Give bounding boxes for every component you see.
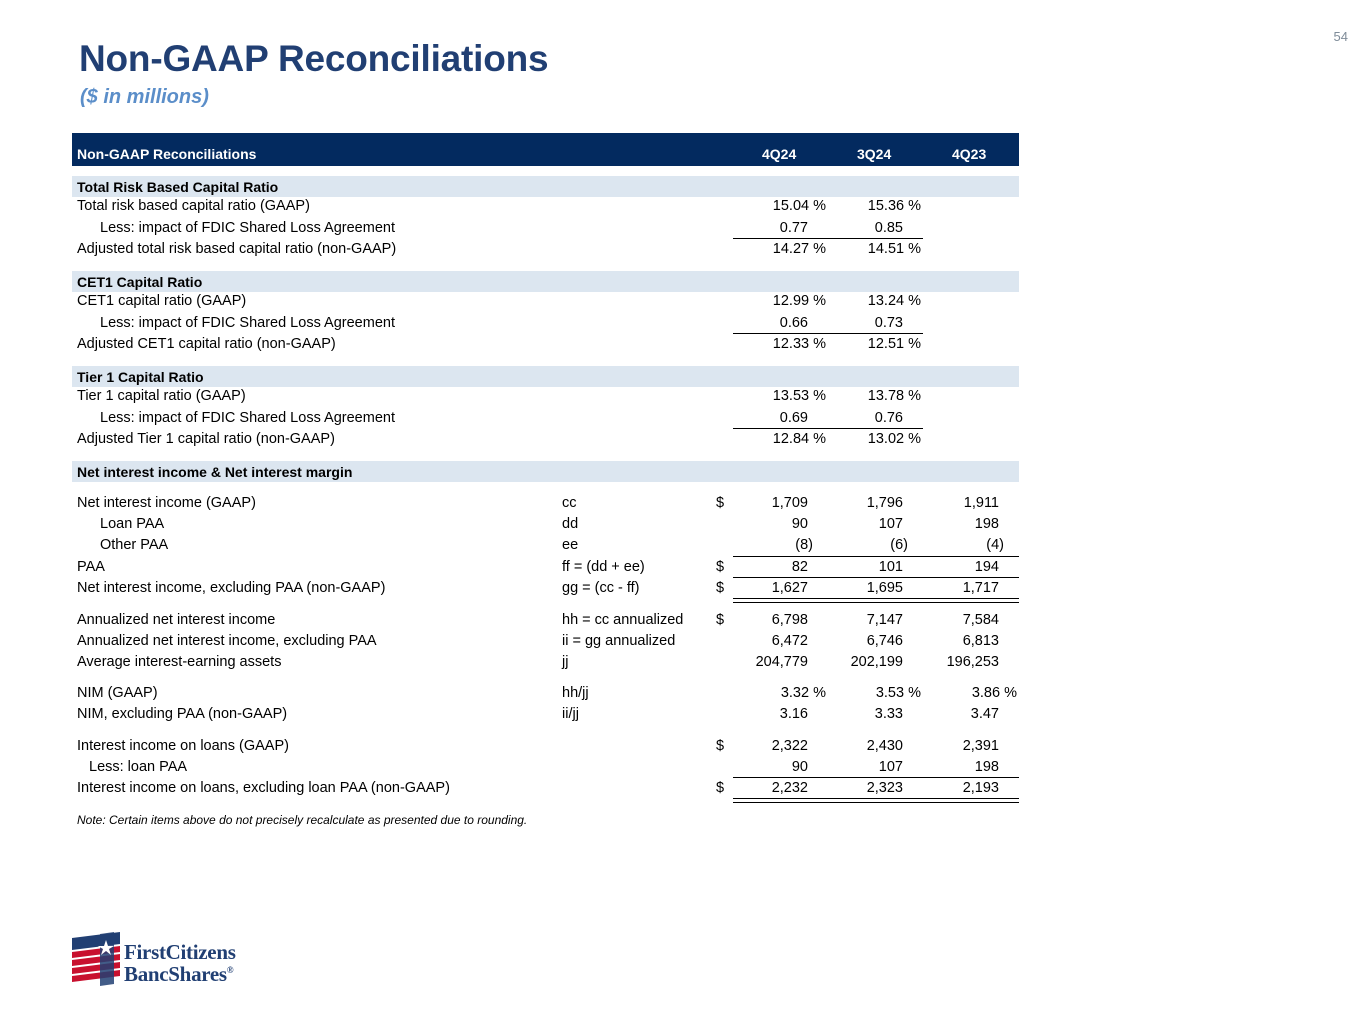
table-row: Adjusted total risk based capital ratio (non-GAAP) 14.27 % 14.51 % <box>77 241 921 257</box>
table-row: Adjusted Tier 1 capital ratio (non-GAAP) 12.84 % 13.02 % <box>77 431 921 447</box>
header-label: Non-GAAP Reconciliations <box>77 146 257 162</box>
section-header: Tier 1 Capital Ratio <box>72 366 1019 387</box>
table-row: Less: impact of FDIC Shared Loss Agreement 0.77 0.85 <box>100 220 903 236</box>
table-row: Adjusted CET1 capital ratio (non-GAAP) 12.33 % 12.51 % <box>77 336 921 352</box>
table-row: Net interest income (GAAP) cc $ 1,709 1,796 1,911 <box>77 495 999 511</box>
page-number: 54 <box>1333 29 1348 44</box>
page-title: Non-GAAP Reconciliations <box>79 38 549 79</box>
table-row: Annualized net interest income hh = cc annualized $ 6,798 7,147 7,584 <box>77 612 999 628</box>
section-header: Net interest income & Net interest margin <box>72 461 1019 482</box>
page-subtitle: ($ in millions) <box>80 86 209 108</box>
section-header: Total Risk Based Capital Ratio <box>72 176 1019 197</box>
table-row: Interest income on loans, excluding loan PAA (non-GAAP) $ 2,232 2,323 2,193 <box>77 780 999 796</box>
table-row: CET1 capital ratio (GAAP) 12.99 % 13.24 % <box>77 293 921 309</box>
total-double-rule <box>733 798 1019 803</box>
table-row: NIM (GAAP) hh/jj 3.32 % 3.53 % 3.86 % <box>77 685 1017 701</box>
header-col-4q24: 4Q24 <box>762 146 797 162</box>
logo-text-line2: BancShares® <box>124 962 234 986</box>
table-row: NIM, excluding PAA (non-GAAP) ii/jj 3.16 3.33 3.47 <box>77 706 999 722</box>
table-row: Total risk based capital ratio (GAAP) 15.04 % 15.36 % <box>77 198 921 214</box>
table-row: Less: loan PAA 90 107 198 <box>89 759 999 775</box>
table-row: PAA ff = (dd + ee) $ 82 101 194 <box>77 559 999 575</box>
footnote: Note: Certain items above do not precisely recalculate as presented due to rounding. <box>77 813 528 827</box>
table-row: Less: impact of FDIC Shared Loss Agreement 0.69 0.76 <box>100 410 903 426</box>
section-header: CET1 Capital Ratio <box>72 271 1019 292</box>
logo-text-line1: FirstCitizens <box>124 940 236 964</box>
table-row: Tier 1 capital ratio (GAAP) 13.53 % 13.78 % <box>77 388 921 404</box>
table-row: Loan PAA dd 90 107 198 <box>100 516 999 532</box>
table-row: Annualized net interest income, excluding PAA ii = gg annualized 6,472 6,746 6,813 <box>77 633 999 649</box>
company-logo <box>70 930 270 988</box>
table-row: Interest income on loans (GAAP) $ 2,322 2,430 2,391 <box>77 738 999 754</box>
table-row: Less: impact of FDIC Shared Loss Agreement 0.66 0.73 <box>100 315 903 331</box>
table-row: Other PAA ee (8) (6) (4) <box>100 537 1004 553</box>
header-col-3q24: 3Q24 <box>857 146 892 162</box>
table-row: Net interest income, excluding PAA (non-GAAP) gg = (cc - ff) $ 1,627 1,695 1,717 <box>77 580 999 596</box>
header-col-4q23: 4Q23 <box>952 146 987 162</box>
table-header <box>72 133 1019 166</box>
flag-logo-icon <box>70 930 122 986</box>
total-double-rule <box>733 598 1019 603</box>
table-row: Average interest-earning assets jj 204,779 202,199 196,253 <box>77 654 999 670</box>
